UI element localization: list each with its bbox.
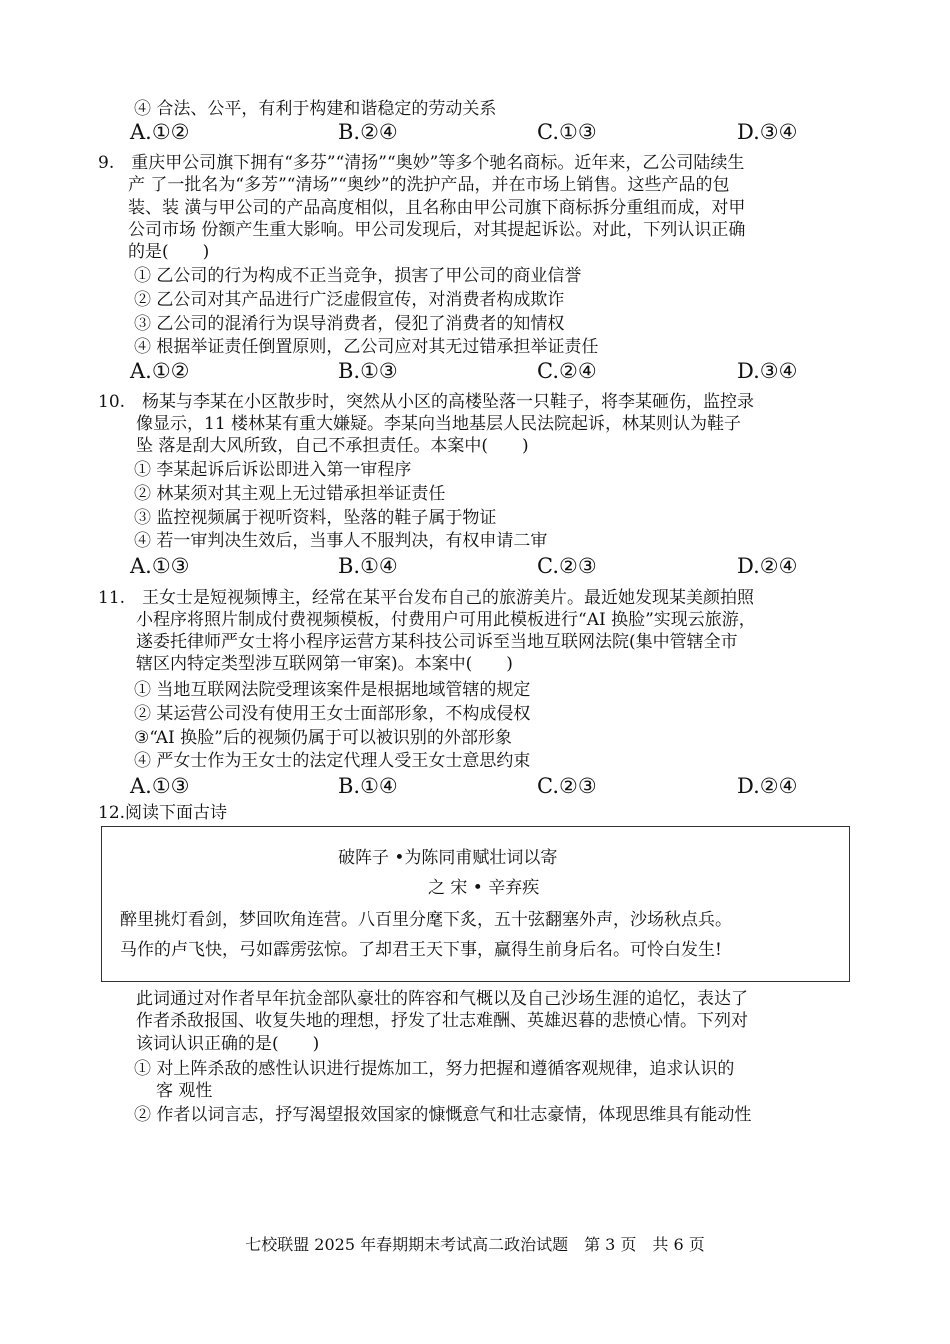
- q9-item-2: ② 乙公司对其产品进行广泛虚假宣传，对消费者构成欺诈: [134, 290, 565, 310]
- q10-option-a: A.①③: [130, 554, 190, 578]
- poem-line: 醉里挑灯看剑，梦回吹角连营。八百里分麾下炙，五十弦翻塞外声，沙场秋点兵。: [120, 910, 732, 930]
- page-footer: 七校联盟 2025 年春期期末考试高二政治试题 第 3 页 共 6 页: [245, 1235, 705, 1254]
- q9-item-3: ③ 乙公司的混淆行为误导消费者，侵犯了消费者的知情权: [134, 314, 565, 334]
- q11-options: [130, 772, 890, 800]
- q11-item-1: ① 当地互联网法院受理该案件是根据地域管辖的规定: [134, 680, 531, 700]
- q8-item-4: ④ 合法、公平，有利于构建和谐稳定的劳动关系: [134, 99, 497, 119]
- q12-lead: 12.阅读下面古诗: [98, 803, 228, 823]
- q9-option-b: B.①③: [338, 359, 398, 383]
- poem-box: [101, 826, 850, 982]
- q10-option-c: C.②③: [537, 554, 597, 578]
- q11-stem-line: 辖区内特定类型涉互联网第一审案)。本案中( ): [136, 654, 513, 674]
- q8-options: [130, 118, 890, 146]
- q9-stem-line: 9. 重庆甲公司旗下拥有“多芬”“清扬”“奥妙”等多个驰名商标。近年来，乙公司陆续生: [98, 153, 745, 173]
- poem-line: 马作的卢飞快，弓如霹雳弦惊。了却君王天下事，赢得生前身后名。可怜白发生!: [120, 940, 722, 960]
- q10-item-3: ③ 监控视频属于视听资料，坠落的鞋子属于物证: [134, 508, 497, 528]
- q10-item-1: ① 李某起诉后诉讼即进入第一审程序: [134, 460, 412, 480]
- q11-option-b: B.①④: [338, 774, 398, 798]
- q10-stem-line: 像显示，11 楼林某有重大嫌疑。李某向当地基层人民法院起诉，林某则认为鞋子: [136, 414, 742, 434]
- q10-options: [130, 552, 890, 580]
- q10-stem-line: 10. 杨某与李某在小区散步时，突然从小区的高楼坠落一只鞋子，将李某砸伤，监控录: [98, 392, 755, 412]
- q8-option-b: B.②④: [338, 120, 398, 144]
- q12-stem-line: 作者杀敌报国、收复失地的理想，抒发了壮志难酬、英雄迟暮的悲愤心情。下列对: [136, 1011, 748, 1031]
- q12-item-1-cont: 客 观性: [156, 1081, 213, 1101]
- q9-stem-line: 的是( ): [128, 242, 210, 262]
- q11-option-a: A.①③: [130, 774, 190, 798]
- q11-option-c: C.②③: [537, 774, 597, 798]
- q11-item-2: ② 某运营公司没有使用王女士面部形象，不构成侵权: [134, 704, 531, 724]
- q12-item-1: ① 对上阵杀敌的感性认识进行提炼加工，努力把握和遵循客观规律，追求认识的: [134, 1059, 735, 1079]
- q10-item-2: ② 林某须对其主观上无过错承担举证责任: [134, 484, 446, 504]
- q10-option-b: B.①④: [338, 554, 398, 578]
- poem-title: 破阵子 •为陈同甫赋壮词以寄: [338, 848, 558, 868]
- q11-stem-line: 小程序将照片制成付费视频模板，付费用户可用此模板进行“AI 换脸”实现云旅游，: [136, 610, 756, 630]
- q9-item-1: ① 乙公司的行为构成不正当竞争，损害了甲公司的商业信誉: [134, 266, 582, 286]
- q8-option-c: C.①③: [537, 120, 597, 144]
- q10-stem-line: 坠 落是刮大风所致，自己不承担责任。本案中( ): [136, 436, 529, 456]
- q10-option-d: D.②④: [737, 554, 798, 578]
- q9-options: [130, 357, 890, 385]
- q12-stem-line: 此词通过对作者早年抗金部队豪壮的阵容和气概以及自己沙场生涯的追忆，表达了: [136, 989, 748, 1009]
- poem-author: 之 宋 • 辛弃疾: [428, 878, 540, 898]
- q11-stem-line: 遂委托律师严女士将小程序运营方某科技公司诉至当地互联网法院(集中管辖全市: [136, 632, 738, 652]
- q9-option-a: A.①②: [130, 359, 190, 383]
- q9-stem-line: 产 了一批名为“多芳”“清场”“奥纱”的洗护产品，并在市场上销售。这些产品的包: [128, 175, 730, 195]
- q8-option-d: D.③④: [737, 120, 798, 144]
- q8-option-a: A.①②: [130, 120, 190, 144]
- q9-option-d: D.③④: [737, 359, 798, 383]
- q11-stem-line: 11. 王女士是短视频博主，经常在某平台发布自己的旅游美片。最近她发现某美颜拍照: [98, 588, 755, 608]
- q9-stem-line: 公司市场 份额产生重大影响。甲公司发现后，对其提起诉讼。对此，下列认识正确: [128, 220, 746, 240]
- q11-item-3: ③“AI 换脸”后的视频仍属于可以被识别的外部形象: [134, 728, 512, 748]
- q12-item-2: ② 作者以词言志，抒写渴望报效国家的慷慨意气和壮志豪情，体现思维具有能动性: [134, 1105, 752, 1125]
- q12-stem-line: 该词认识正确的是( ): [136, 1034, 320, 1054]
- q10-item-4: ④ 若一审判决生效后，当事人不服判决，有权申请二审: [134, 531, 548, 551]
- q9-option-c: C.②④: [537, 359, 597, 383]
- q11-item-4: ④ 严女士作为王女士的法定代理人受王女士意思约束: [134, 751, 531, 771]
- q9-item-4: ④ 根据举证责任倒置原则，乙公司应对其无过错承担举证责任: [134, 337, 599, 357]
- q11-option-d: D.②④: [737, 774, 798, 798]
- q9-stem-line: 装、装 潢与甲公司的产品高度相似，且名称由甲公司旗下商标拆分重组而成，对甲: [128, 198, 746, 218]
